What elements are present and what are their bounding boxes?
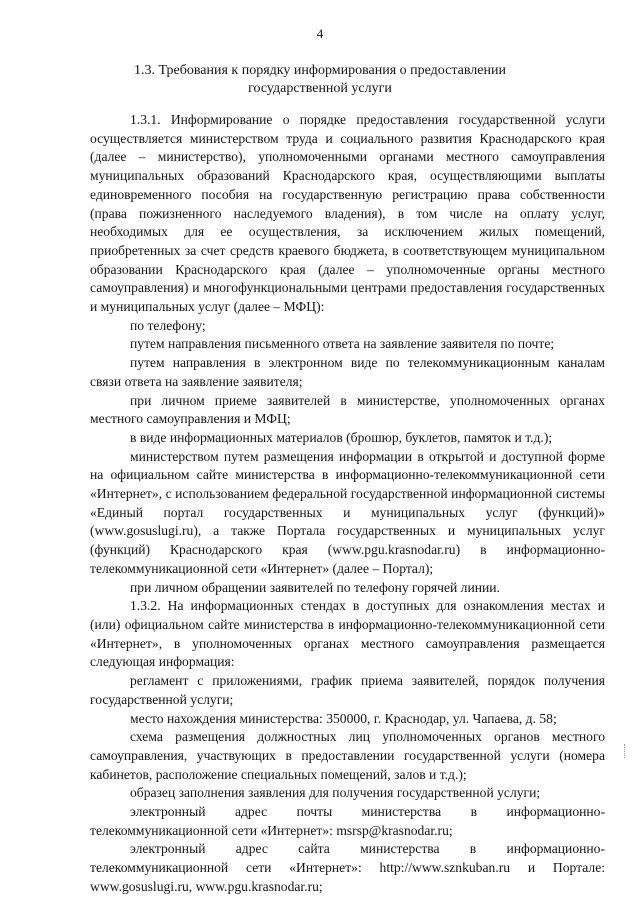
- list-item: схема размещения должностных лиц уполномоченных органов местного самоуправления, участвующих в предоставлении государственной услуги (номера кабинетов, расположение специальных помещений, залов и т.д.);: [90, 729, 605, 782]
- list-item: электронный адрес почты министерства в информационно-телекоммуникационной сети «Интернет»: msrsp@krasnodar.ru;: [90, 804, 605, 838]
- list-item: электронный адрес сайта министерства в информационно-телекоммуникационной сети «Интернет»: http://www.sznkuban.ru и Портале: www.gosuslugi.ru, www.pgu.krasnodar.ru;: [90, 841, 605, 894]
- list-item: по телефону;: [130, 317, 206, 333]
- list-item: путем направления письменного ответа на заявление заявителя по почте;: [130, 336, 555, 352]
- document-body: [90, 111, 605, 897]
- list-item: образец заполнения заявления для получения государственной услуги;: [130, 785, 541, 801]
- scan-artifact-mark: [624, 744, 627, 758]
- list-item: место нахождения министерства: 350000, г. Краснодар, ул. Чапаева, д. 58;: [130, 710, 557, 726]
- list-item: регламент с приложениями, график приема заявителей, порядок получения государственной услуги;: [90, 673, 605, 707]
- page-number: 4: [316, 26, 324, 41]
- section-heading: 1.3. Требования к порядку информирования о предоставлении государственной услуги: [134, 63, 506, 96]
- list-item: при личном обращении заявителей по телефону горячей линии.: [130, 579, 500, 595]
- list-item: при личном приеме заявителей в министерстве, уполномоченных органах местного самоуправления и МФЦ;: [90, 392, 605, 427]
- list-item: министерством путем размещения информации в открытой и доступной форме на официальном сайте министерства в информационно-телекоммуникационной сети «Интернет», с использованием федеральной государственной информационной системы «Единый портал государственных и муниципальных услуг (функций)» (www.gosuslugi.ru), а также Портала государственных и муниципальных услуг (функций) Краснодарского края (www.pgu.krasnodar.ru) в информационно-телекоммуникационной сети «Интернет» (далее – Портал);: [90, 448, 605, 576]
- paragraph-1-3-2: 1.3.2. На информационных стендах в доступных для ознакомления местах и (или) официальном сайте министерства в информационно-телекоммуникационной сети «Интернет», в уполномоченных органах местного самоуправления размещается следующая информация:: [90, 598, 605, 670]
- list-item: путем направления в электронном виде по телекоммуникационным каналам связи ответа на заявление заявителя;: [90, 355, 605, 389]
- paragraph-1-3-1: 1.3.1. Информирование о порядке предоставления государственной услуги осуществляется министерством труда и социального развития Краснодарского края (далее – министерство), уполномоченными органами местного самоуправления муниципальных образований Краснодарского края, осуществляющими выплаты единовременного пособия на государственную регистрацию права собственности (права пожизненного наследуемого владения), в том числе на оплату услуг, необходимых для ее осуществления, за исключением жилых помещений, приобретенных за счет средств краевого бюджета, в соответствующем муниципальном образовании Краснодарского края (далее – уполномоченные органы местного самоуправления) и многофункциональными центрами предоставления государственных и муниципальных услуг (далее – МФЦ):: [90, 112, 605, 315]
- list-item: в виде информационных материалов (брошюр, буклетов, памяток и т.д.);: [130, 429, 553, 445]
